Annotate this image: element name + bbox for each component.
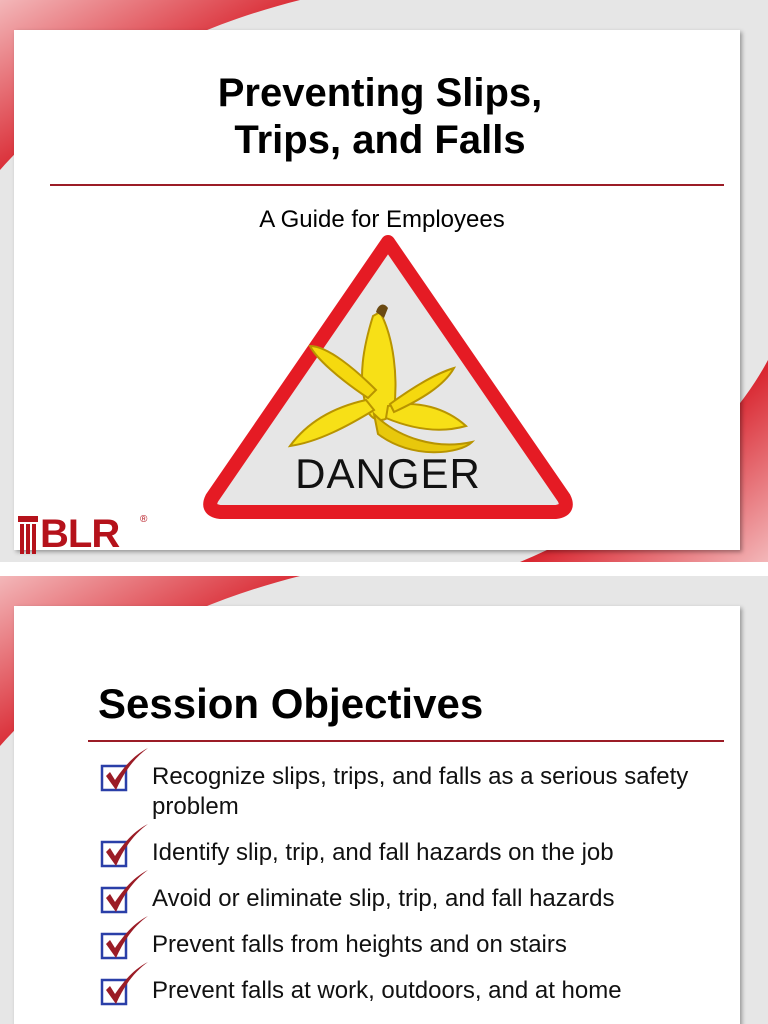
objectives-list bbox=[98, 762, 718, 1006]
objective-text: Recognize slips, trips, and falls as a serious safety problem bbox=[152, 763, 689, 820]
checkbox-checked-icon bbox=[98, 916, 150, 964]
objective-text: Avoid or eliminate slip, trip, and fall hazards bbox=[152, 885, 615, 912]
heading-divider bbox=[88, 740, 724, 742]
slide-heading: Session Objectives bbox=[98, 680, 484, 727]
logo-registered-mark: ® bbox=[140, 514, 148, 525]
logo-text: BLR bbox=[40, 512, 120, 556]
title-divider bbox=[50, 184, 724, 186]
list-item bbox=[98, 976, 718, 1006]
list-item bbox=[98, 838, 718, 868]
list-item bbox=[98, 930, 718, 960]
danger-label: DANGER bbox=[295, 450, 481, 497]
checkbox-checked-icon bbox=[98, 748, 150, 796]
title-line-1: Preventing Slips, bbox=[217, 71, 543, 115]
slide-subtitle: A Guide for Employees bbox=[259, 206, 505, 233]
objective-text: Identify slip, trip, and fall hazards on the job bbox=[152, 839, 614, 866]
checkbox-checked-icon bbox=[98, 962, 150, 1010]
title-line-2: Trips, and Falls bbox=[234, 118, 526, 162]
slide-separator bbox=[0, 562, 768, 576]
checkbox-checked-icon bbox=[98, 824, 150, 872]
checkbox-checked-icon bbox=[98, 870, 150, 918]
list-item bbox=[98, 762, 718, 822]
objective-text: Prevent falls at work, outdoors, and at home bbox=[152, 977, 622, 1004]
blr-logo-mark bbox=[18, 516, 40, 554]
list-item bbox=[98, 884, 718, 914]
slide-title bbox=[50, 70, 710, 164]
objective-text: Prevent falls from heights and on stairs bbox=[152, 931, 567, 958]
objectives-slide bbox=[0, 576, 768, 1024]
